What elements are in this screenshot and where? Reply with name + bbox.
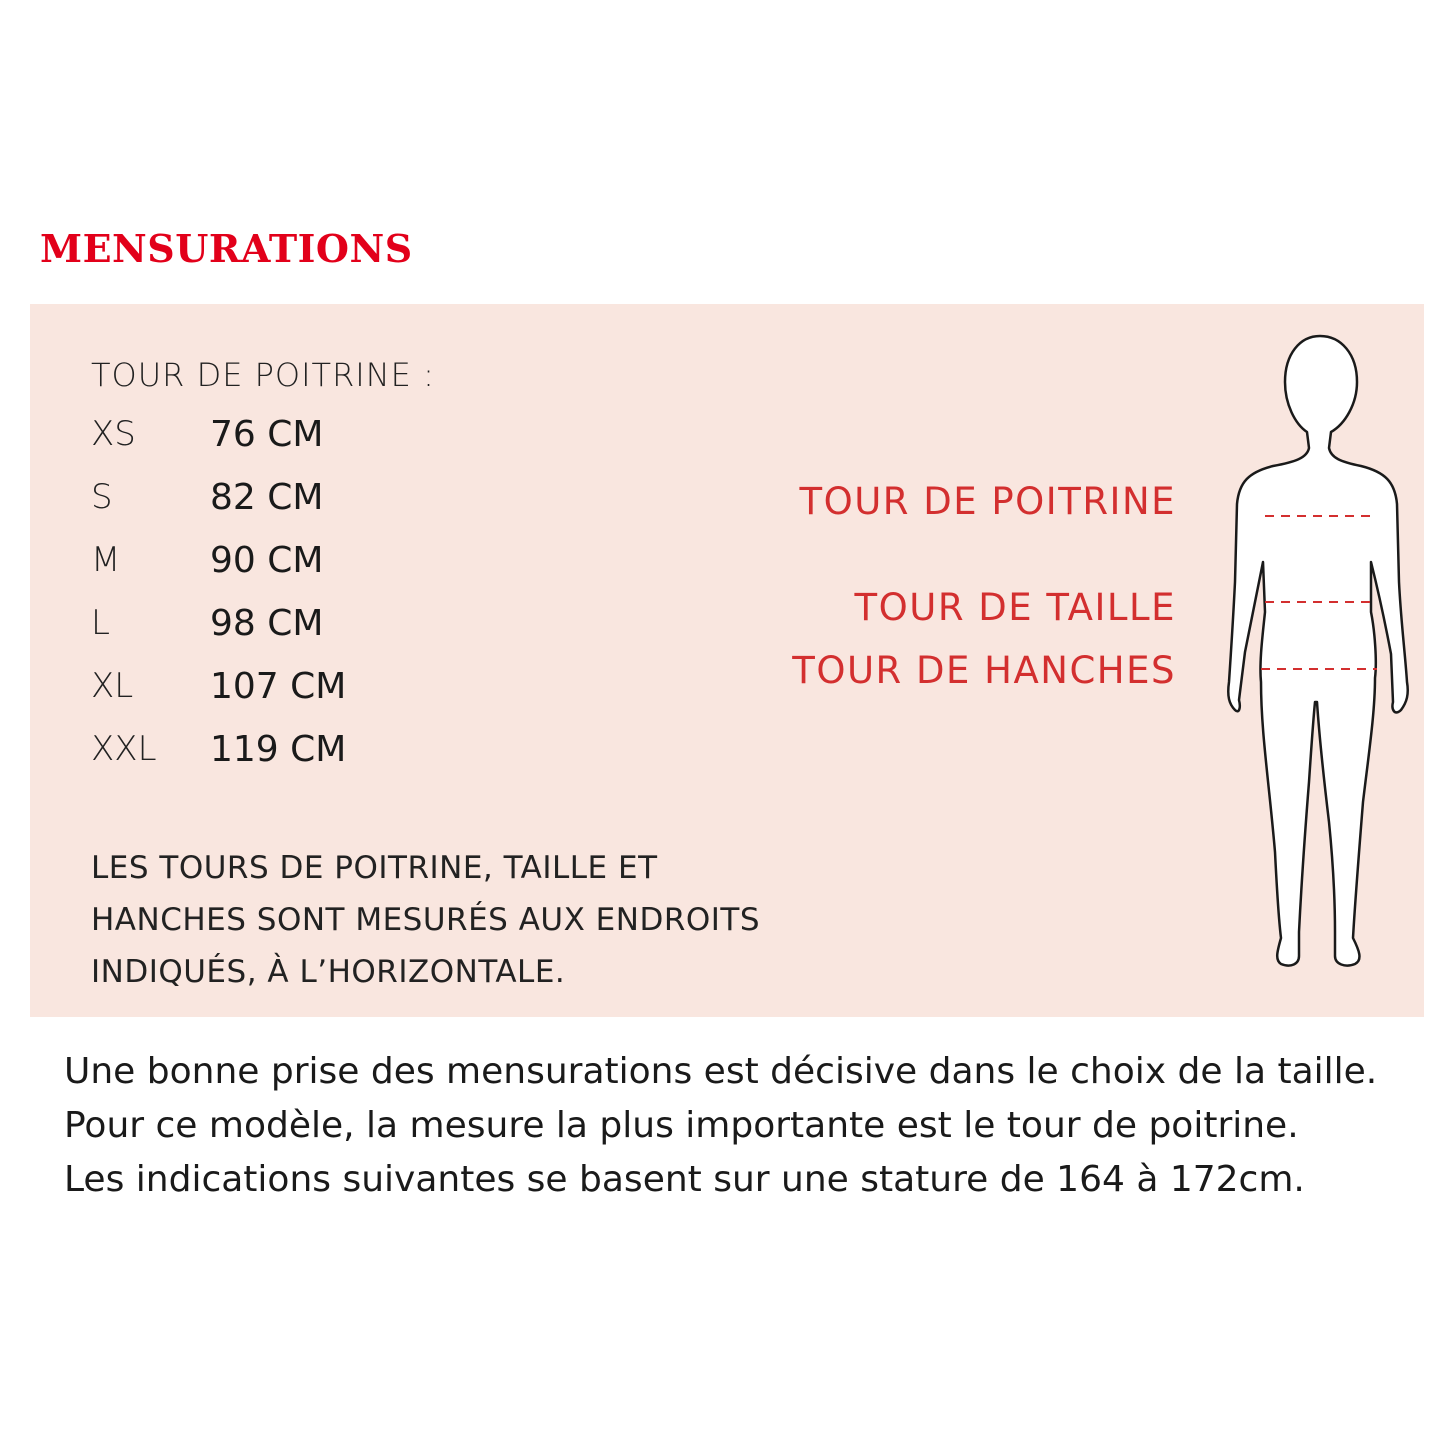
intro-line: Les indications suivantes se basent sur une stature de 164 à 172cm.: [64, 1159, 1305, 1200]
chest-heading: TOUR DE POITRINE :: [91, 356, 435, 394]
chest-diagram-label: TOUR DE POITRINE: [799, 480, 1176, 523]
size-value: 119 CM: [210, 729, 347, 770]
size-value: 98 CM: [210, 603, 324, 644]
measurements-panel: [30, 304, 1424, 1017]
size-label: XXL: [91, 729, 157, 769]
intro-line: Une bonne prise des mensurations est décisive dans le choix de la taille.: [64, 1051, 1378, 1092]
size-label: M: [91, 540, 121, 580]
page-title: MENSURATIONS: [40, 226, 413, 271]
size-value: 90 CM: [210, 540, 324, 581]
intro-line: Pour ce modèle, la mesure la plus importante est le tour de poitrine.: [64, 1105, 1299, 1146]
note-line: HANCHES SONT MESURÉS AUX ENDROITS: [91, 902, 761, 938]
size-value: 76 CM: [210, 414, 324, 455]
size-value: 82 CM: [210, 477, 324, 518]
size-label: XS: [91, 414, 136, 454]
size-label: S: [91, 477, 113, 517]
waist-diagram-label: TOUR DE TAILLE: [854, 586, 1176, 629]
intro-text: [64, 1045, 1377, 1207]
hip-diagram-label: TOUR DE HANCHES: [792, 649, 1176, 692]
size-value: 107 CM: [210, 666, 347, 707]
note-line: INDIQUÉS, À L’HORIZONTALE.: [91, 954, 566, 990]
body-silhouette-icon: [1195, 332, 1425, 992]
note-line: LES TOURS DE POITRINE, TAILLE ET: [91, 850, 658, 886]
size-label: L: [91, 603, 110, 643]
measurement-note: [91, 842, 831, 998]
size-label: XL: [91, 666, 134, 706]
